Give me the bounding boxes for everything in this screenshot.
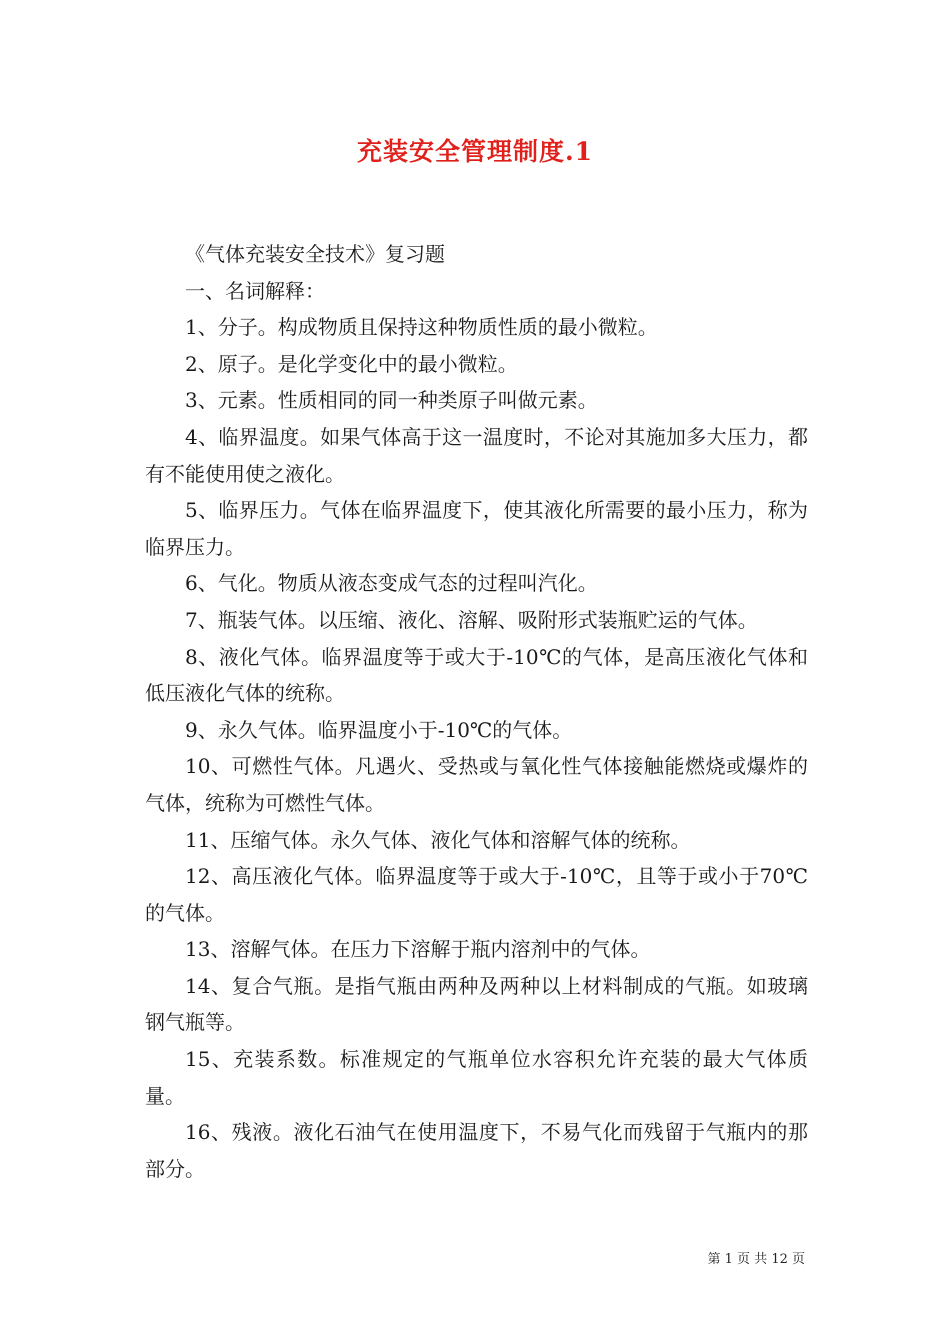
paragraph: 10、可燃性气体。凡遇火、受热或与氧化性气体接触能燃烧或爆炸的气体，统称为可燃性气体。 bbox=[145, 754, 808, 815]
paragraph: 12、高压液化气体。临界温度等于或大于-10℃，且等于或小于70℃的气体。 bbox=[145, 864, 808, 925]
paragraph: 7、瓶装气体。以压缩、液化、溶解、吸附形式装瓶贮运的气体。 bbox=[185, 607, 758, 632]
paragraph: 11、压缩气体。永久气体、液化气体和溶解气体的统称。 bbox=[185, 827, 691, 852]
paragraph: 2、原子。是化学变化中的最小微粒。 bbox=[185, 351, 518, 376]
paragraph: 15、充装系数。标准规定的气瓶单位水容积允许充装的最大气体质量。 bbox=[145, 1047, 808, 1108]
paragraph: 5、临界压力。气体在临界温度下，使其液化所需要的最小压力，称为临界压力。 bbox=[145, 498, 808, 559]
paragraph: 14、复合气瓶。是指气瓶由两种及两种以上材料制成的气瓶。如玻璃钢气瓶等。 bbox=[145, 973, 808, 1035]
document-title: 充装安全管理制度.1 bbox=[356, 137, 594, 166]
paragraph: 16、残液。液化石油气在使用温度下，不易气化而残留于气瓶内的那部分。 bbox=[145, 1120, 808, 1181]
paragraph: 1、分子。构成物质且保持这种物质性质的最小微粒。 bbox=[185, 315, 658, 340]
paragraph: 4、临界温度。如果气体高于这一温度时，不论对其施加多大压力，都有不能使用使之液化。 bbox=[145, 424, 808, 486]
paragraph: 6、气化。物质从液态变成气态的过程叫汽化。 bbox=[185, 571, 598, 596]
paragraph: 9、永久气体。临界温度小于-10℃的气体。 bbox=[185, 717, 573, 742]
document-body bbox=[145, 236, 808, 1187]
paragraph: 13、溶解气体。在压力下溶解于瓶内溶剂中的气体。 bbox=[185, 937, 651, 962]
paragraph: 《气体充装安全技术》复习题 bbox=[185, 242, 445, 266]
page-number: 第 1 页 共 12 页 bbox=[707, 1252, 805, 1267]
paragraph: 8、液化气体。临界温度等于或大于-10℃的气体，是高压液化气体和低压液化气体的统称。 bbox=[145, 644, 808, 706]
paragraph: 3、元素。性质相同的同一种类原子叫做元素。 bbox=[185, 388, 598, 413]
paragraph: 一、名词解释： bbox=[185, 278, 325, 303]
